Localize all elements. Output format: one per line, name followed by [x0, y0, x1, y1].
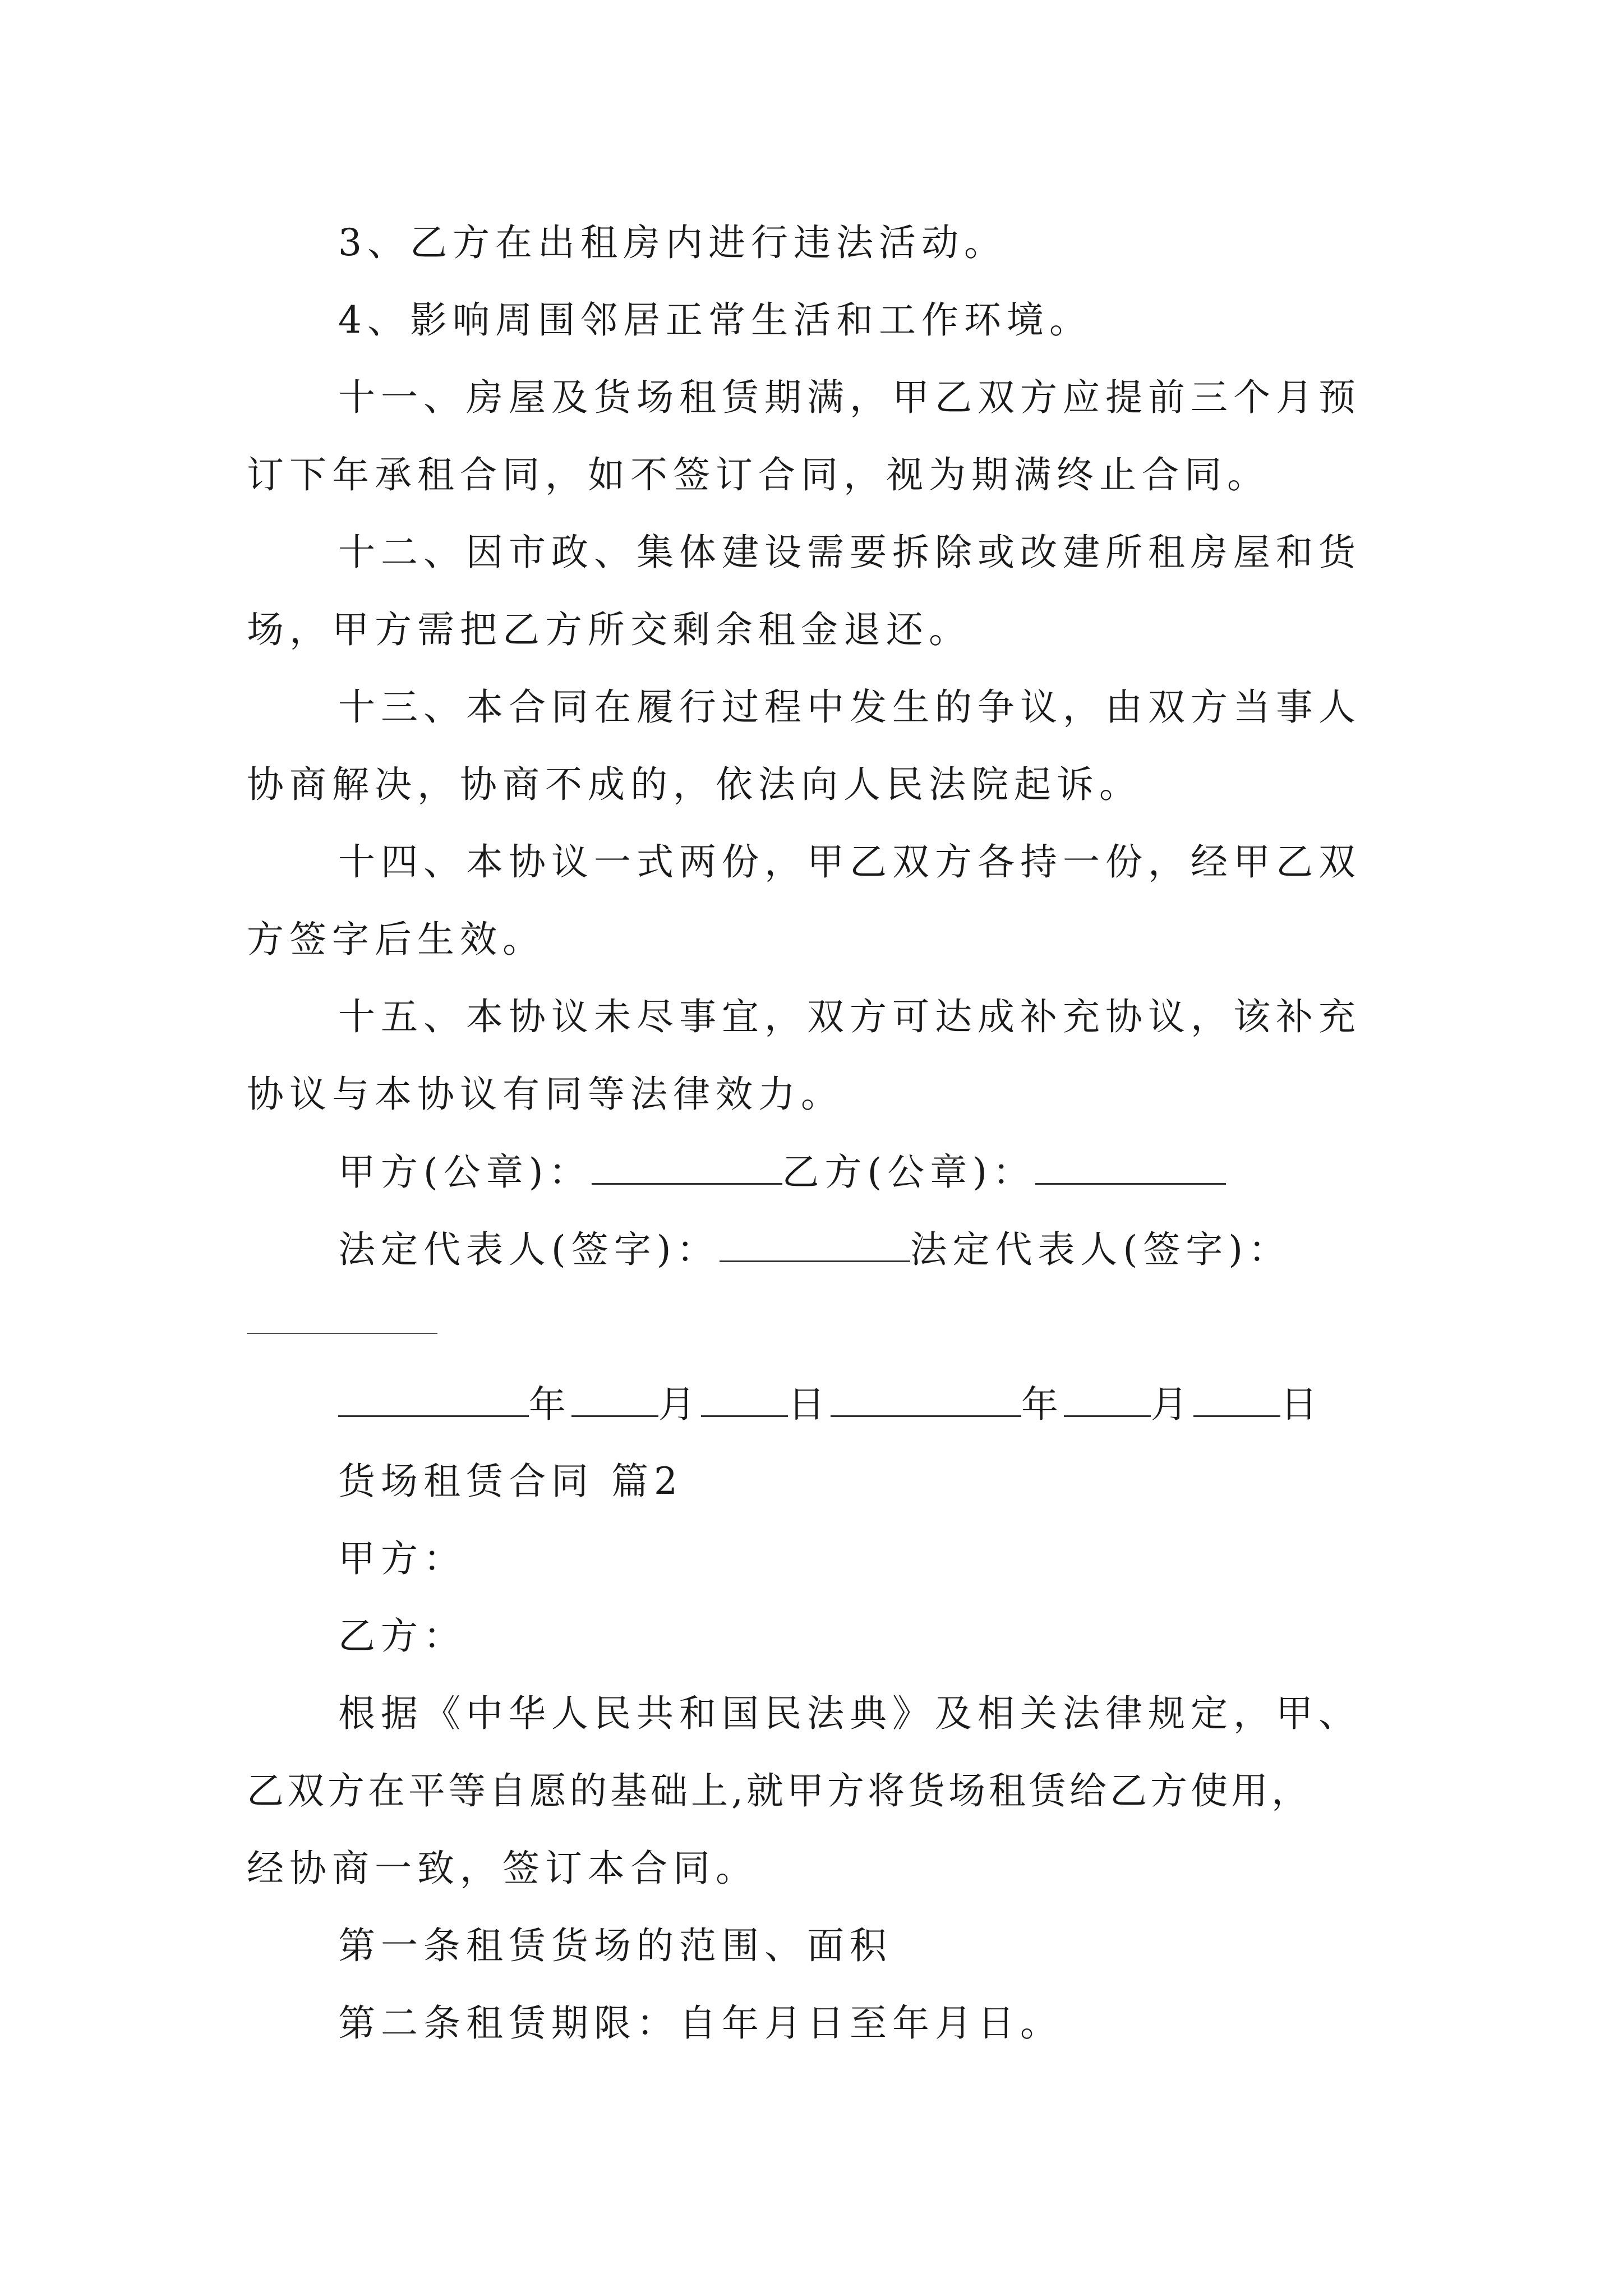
clause-4-text: 4、影响周围邻居正常生活和工作环境。 — [338, 298, 1092, 342]
party-a-seal-label: 甲方(公章)： — [338, 1150, 592, 1194]
party-a-seal-blank — [592, 1153, 782, 1185]
month-blank-a — [571, 1386, 658, 1417]
date-line — [338, 1382, 1323, 1426]
section-2-title: 货场租赁合同 篇2 — [338, 1460, 683, 1503]
day-label-a: 日 — [788, 1382, 831, 1426]
month-label-b: 月 — [1151, 1382, 1193, 1426]
article-12-line-1: 十二、因市政、集体建设需要拆除或改建所租房屋和货 — [338, 531, 1361, 574]
article-15-line-1: 十五、本协议未尽事宜，双方可达成补充协议，该补充 — [338, 995, 1361, 1038]
party-a-label: 甲方： — [338, 1537, 466, 1580]
intro-line-3: 经协商一致，签订本合同。 — [247, 1847, 758, 1890]
article-14-line-2: 方签字后生效。 — [247, 918, 545, 961]
rep-a-label: 法定代表人(签字)： — [338, 1227, 720, 1271]
party-b-seal-blank — [1035, 1153, 1226, 1185]
month-label-a: 月 — [658, 1382, 701, 1426]
day-blank-a — [701, 1386, 788, 1417]
year-label-b: 年 — [1021, 1382, 1064, 1426]
month-blank-b — [1064, 1386, 1151, 1417]
party-b-label: 乙方： — [338, 1614, 466, 1658]
article-1-heading: 第一条租赁货场的范围、面积 — [338, 1924, 892, 1967]
clause-3-text: 3、乙方在出租房内进行违法活动。 — [338, 221, 1007, 264]
day-label-b: 日 — [1280, 1382, 1323, 1426]
year-label-a: 年 — [529, 1382, 571, 1426]
article-12-line-2: 场，甲方需把乙方所交剩余租金退还。 — [247, 608, 971, 651]
day-blank-b — [1193, 1386, 1280, 1417]
year-blank-b — [831, 1386, 1021, 1417]
intro-line-2: 乙双方在平等自愿的基础上,就甲方将货场租赁给乙方使用， — [247, 1769, 1312, 1812]
year-blank-a — [338, 1386, 529, 1417]
representative-line — [338, 1227, 1291, 1271]
article-13-line-2: 协商解决，协商不成的，依法向人民法院起诉。 — [247, 763, 1142, 806]
article-14-line-1: 十四、本协议一式两份，甲乙双方各持一份，经甲乙双 — [338, 840, 1361, 884]
intro-line-1: 根据《中华人民共和国民法典》及相关法律规定，甲、 — [338, 1692, 1361, 1735]
rep-b-blank — [247, 1333, 437, 1334]
party-b-seal-label: 乙方(公章)： — [782, 1150, 1035, 1194]
article-11-line-2: 订下年承租合同，如不签订合同，视为期满终止合同。 — [247, 453, 1270, 496]
rep-b-label: 法定代表人(签字)： — [910, 1227, 1291, 1271]
rep-a-blank — [720, 1231, 910, 1262]
article-15-line-2: 协议与本协议有同等法律效力。 — [247, 1073, 843, 1116]
seal-line — [338, 1150, 1226, 1194]
article-2-heading: 第二条租赁期限：自年月日至年月日。 — [338, 2001, 1063, 2045]
article-13-line-1: 十三、本合同在履行过程中发生的争议，由双方当事人 — [338, 685, 1361, 729]
article-11-line-1: 十一、房屋及货场租赁期满，甲乙双方应提前三个月预 — [338, 376, 1361, 419]
